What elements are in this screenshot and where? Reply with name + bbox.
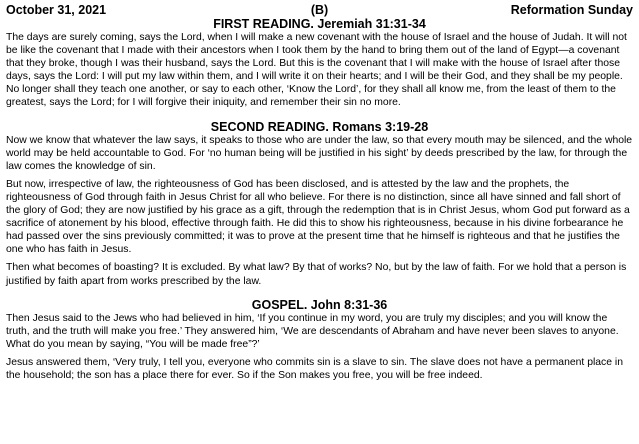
first-reading-title: FIRST READING. Jeremiah 31:31-34 — [213, 17, 426, 31]
second-reading-title: SECOND READING. Romans 3:19-28 — [210, 119, 429, 134]
second-reading-paragraph-2: But now, irrespective of law, the righteousness of God has been disclosed, and is attested by the law and the prophets, the righteousness of God through faith in Jesus Christ for all who believe. For there is no distinction, since all have sinned and fall short of the glory of God; they are now justified by his grace as a gift, through the redemption that is in Christ Jesus, whom God put forward as a sacrifice of atonement by his blood, effective through faith. He did this to show his righteousness, because in his divine forbearance he had passed over the sins previously committed; it was to prove at the present time that he himself is righteous and that he justifies the one who has faith in Jesus. — [6, 178, 630, 256]
gospel-paragraph-1: Then Jesus said to the Jews who had believed in him, ‘If you continue in my word, you are truly my disciples; and you will know the truth, and the truth will make you free.’ They answered him, ‘We are descendants of Abraham and have never been slaves to anyone. What do you mean by saying, “You will be made free”?’ — [6, 312, 619, 350]
second-reading-paragraph-3: Then what becomes of boasting? It is excluded. By what law? By that of works? No, but by the law of faith. For we hold that a person is justified by faith apart from works prescribed by the law. — [6, 262, 627, 287]
gospel-paragraph-2: Jesus answered them, ‘Very truly, I tell you, everyone who commits sin is a slave to sin. The slave does not have a permanent place in the household; the son has a place there for ever. So if the Son makes you free, you will be free indeed. — [6, 356, 624, 381]
date: October 31, 2021 — [6, 3, 107, 17]
gospel-title: GOSPEL. John 8:31-36 — [251, 297, 388, 312]
page-header — [6, 3, 633, 17]
second-reading-paragraph-1: Now we know that whatever the law says, it speaks to those who are under the law, so that every mouth may be silenced, and the whole world may be held accountable to God. For ‘no human being will be justified in his sight’ by deeds prescribed by the law, for through the law comes the knowledge of sin. — [6, 134, 633, 172]
occasion: Reformation Sunday — [510, 3, 633, 17]
year-letter: (B) — [310, 3, 329, 17]
first-reading-paragraph-1: The days are surely coming, says the Lord, when I will make a new covenant with the house of Israel and the house of Judah. It will not be like the covenant that I made with their ancestors when I took them by the hand to bring them out of the land of Egypt—a covenant that they broke, though I was their husband, says the Lord. But this is the covenant that I will make with the house of Israel after those days, says the Lord: I will put my law within them, and I will write it on their hearts; and I will be their God, and they shall be my people. No longer shall they teach one another, or say to each other, ‘Know the Lord’, for they shall all know me, from the least of them to the greatest, says the Lord; for I will forgive their iniquity, and remember their sin no more. — [6, 32, 627, 109]
